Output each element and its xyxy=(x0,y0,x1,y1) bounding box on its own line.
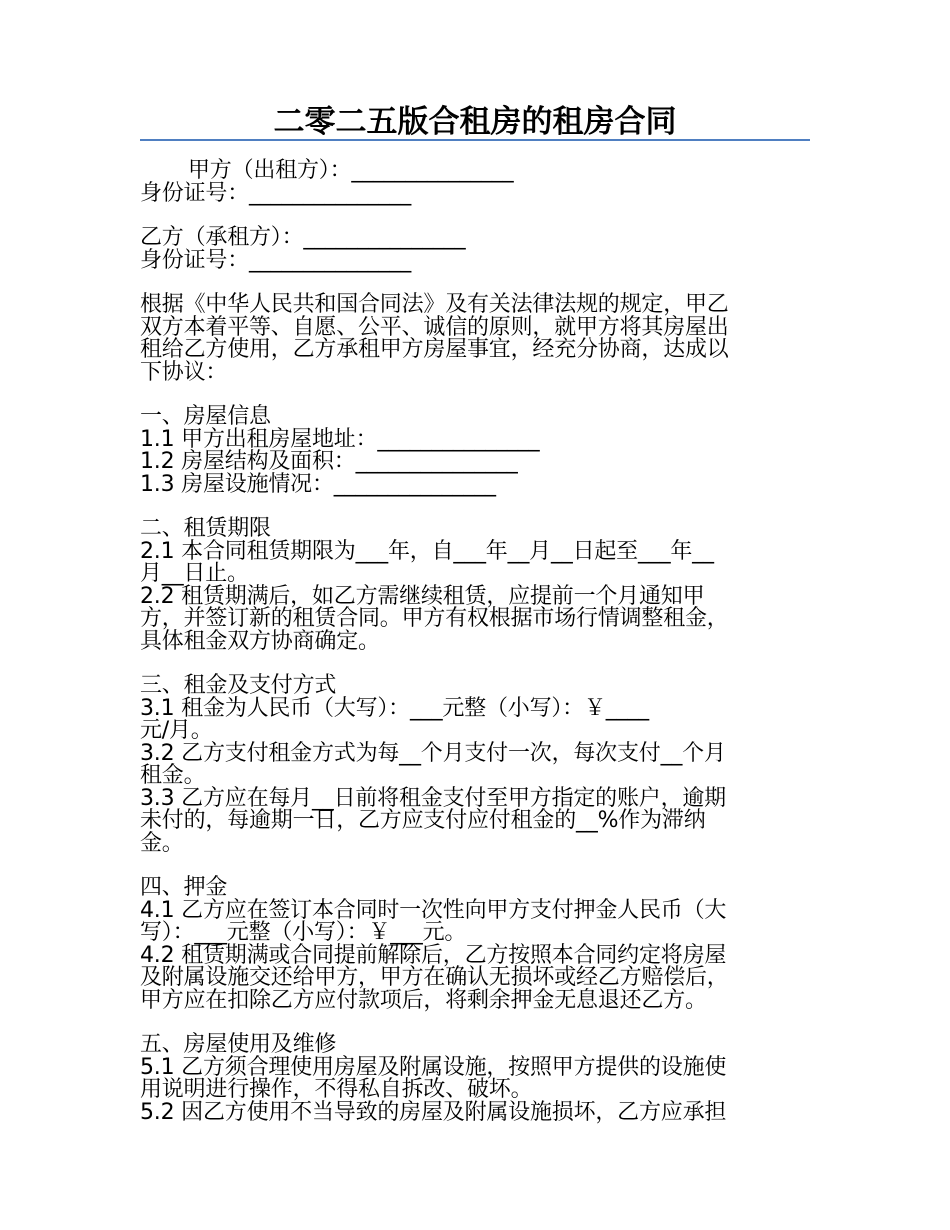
document-title: 二零二五版合租房的租房合同 xyxy=(273,104,677,140)
intro-line: 双方本着平等、自愿、公平、诚信的原则，就甲方将其房屋出 xyxy=(140,314,729,340)
section-heading: 二、租赁期限 xyxy=(140,516,271,541)
section-heading: 四、押金 xyxy=(140,875,228,900)
intro-line: 租给乙方使用，乙方承租甲方房屋事宜，经充分协商，达成以 xyxy=(140,337,729,362)
party-a-id-blank: _______________ xyxy=(249,180,412,206)
clause-line: 3.2 乙方支付租金方式为每__个月支付一次，每次支付__个月 xyxy=(140,740,726,766)
party-b-id-line xyxy=(140,247,810,273)
party-b-id-blank: _______________ xyxy=(249,247,412,273)
section-use-repair xyxy=(140,1034,810,1124)
clause-line: 4.1 乙方应在签订本合同时一次性向甲方支付押金人民币（大 xyxy=(140,897,727,923)
title-underline xyxy=(140,139,810,141)
clause-line: 2.2 租赁期满后，如乙方需继续租赁，应提前一个月通知甲 xyxy=(140,583,705,609)
clause-line: 2.1 本合同租赁期限为___年，自___年__月__日起至___年__ xyxy=(140,538,714,564)
clause-line: 4.2 租赁期满或合同提前解除后，乙方按照本合同约定将房屋 xyxy=(140,942,727,968)
clause-line: 3.1 租金为人民币（大写）：___元整（小写）：￥____ xyxy=(140,695,649,721)
party-a-id-line xyxy=(140,180,810,206)
clause-line: 5.1 乙方须合理使用房屋及附属设施，按照甲方提供的设施使 xyxy=(140,1054,727,1080)
clause-line: 写）：___元整（小写）：￥___元。 xyxy=(140,920,467,945)
clause-line: 租金。 xyxy=(140,763,206,788)
section-house-info xyxy=(140,406,810,496)
party-a-blank: _______________ xyxy=(351,158,514,183)
section-deposit xyxy=(140,877,810,1012)
clause-line: 1.1 甲方出租房屋地址：_______________ xyxy=(140,426,540,452)
clause-line: 月__日止。 xyxy=(140,561,249,586)
section-heading: 五、房屋使用及维修 xyxy=(140,1032,337,1057)
clause-line: 甲方应在扣除乙方应付款项后，将剩余押金无息退还乙方。 xyxy=(140,987,707,1013)
clause-line: 1.3 房屋设施情况：_______________ xyxy=(140,471,496,497)
party-a-label: 甲方（出租方）： xyxy=(188,158,352,183)
clause-line: 及附属设施交还给甲方，甲方在确认无损坏或经乙方赔偿后， xyxy=(140,965,729,990)
party-b-blank: _______________ xyxy=(303,225,466,250)
contract-body xyxy=(140,160,810,1124)
clause-line: 金。 xyxy=(140,830,184,856)
party-a-line xyxy=(140,160,810,183)
section-rent-payment xyxy=(140,675,810,855)
party-b-id-label: 身份证号： xyxy=(140,247,250,273)
section-lease-term xyxy=(140,518,810,653)
clause-line: 1.2 房屋结构及面积：_______________ xyxy=(140,449,518,474)
intro-line: 根据《中华人民共和国合同法》及有关法律法规的规定，甲乙 xyxy=(140,292,729,317)
clause-line: 5.2 因乙方使用不当导致的房屋及附属设施损坏，乙方应承担 xyxy=(140,1099,727,1125)
intro-line: 下协议： xyxy=(140,359,228,385)
section-heading: 一、房屋信息 xyxy=(140,404,271,429)
clause-line: 方，并签订新的租赁合同。甲方有权根据市场行情调整租金， xyxy=(140,606,729,631)
clause-line: 3.3 乙方应在每月__日前将租金支付至甲方指定的账户，逾期 xyxy=(140,785,726,811)
clause-line: 未付的，每逾期一日，乙方应支付应付租金的__%作为滞纳 xyxy=(140,808,706,833)
clause-line: 具体租金双方协商确定。 xyxy=(140,628,380,654)
clause-line: 元/月。 xyxy=(140,718,213,743)
party-b-label: 乙方（承租方）： xyxy=(140,225,304,250)
intro-paragraph xyxy=(140,294,810,384)
party-a-id-label: 身份证号： xyxy=(140,180,250,206)
party-b-line xyxy=(140,227,810,250)
section-heading: 三、租金及支付方式 xyxy=(140,673,337,698)
clause-line: 用说明进行操作，不得私自拆改、破坏。 xyxy=(140,1077,533,1102)
